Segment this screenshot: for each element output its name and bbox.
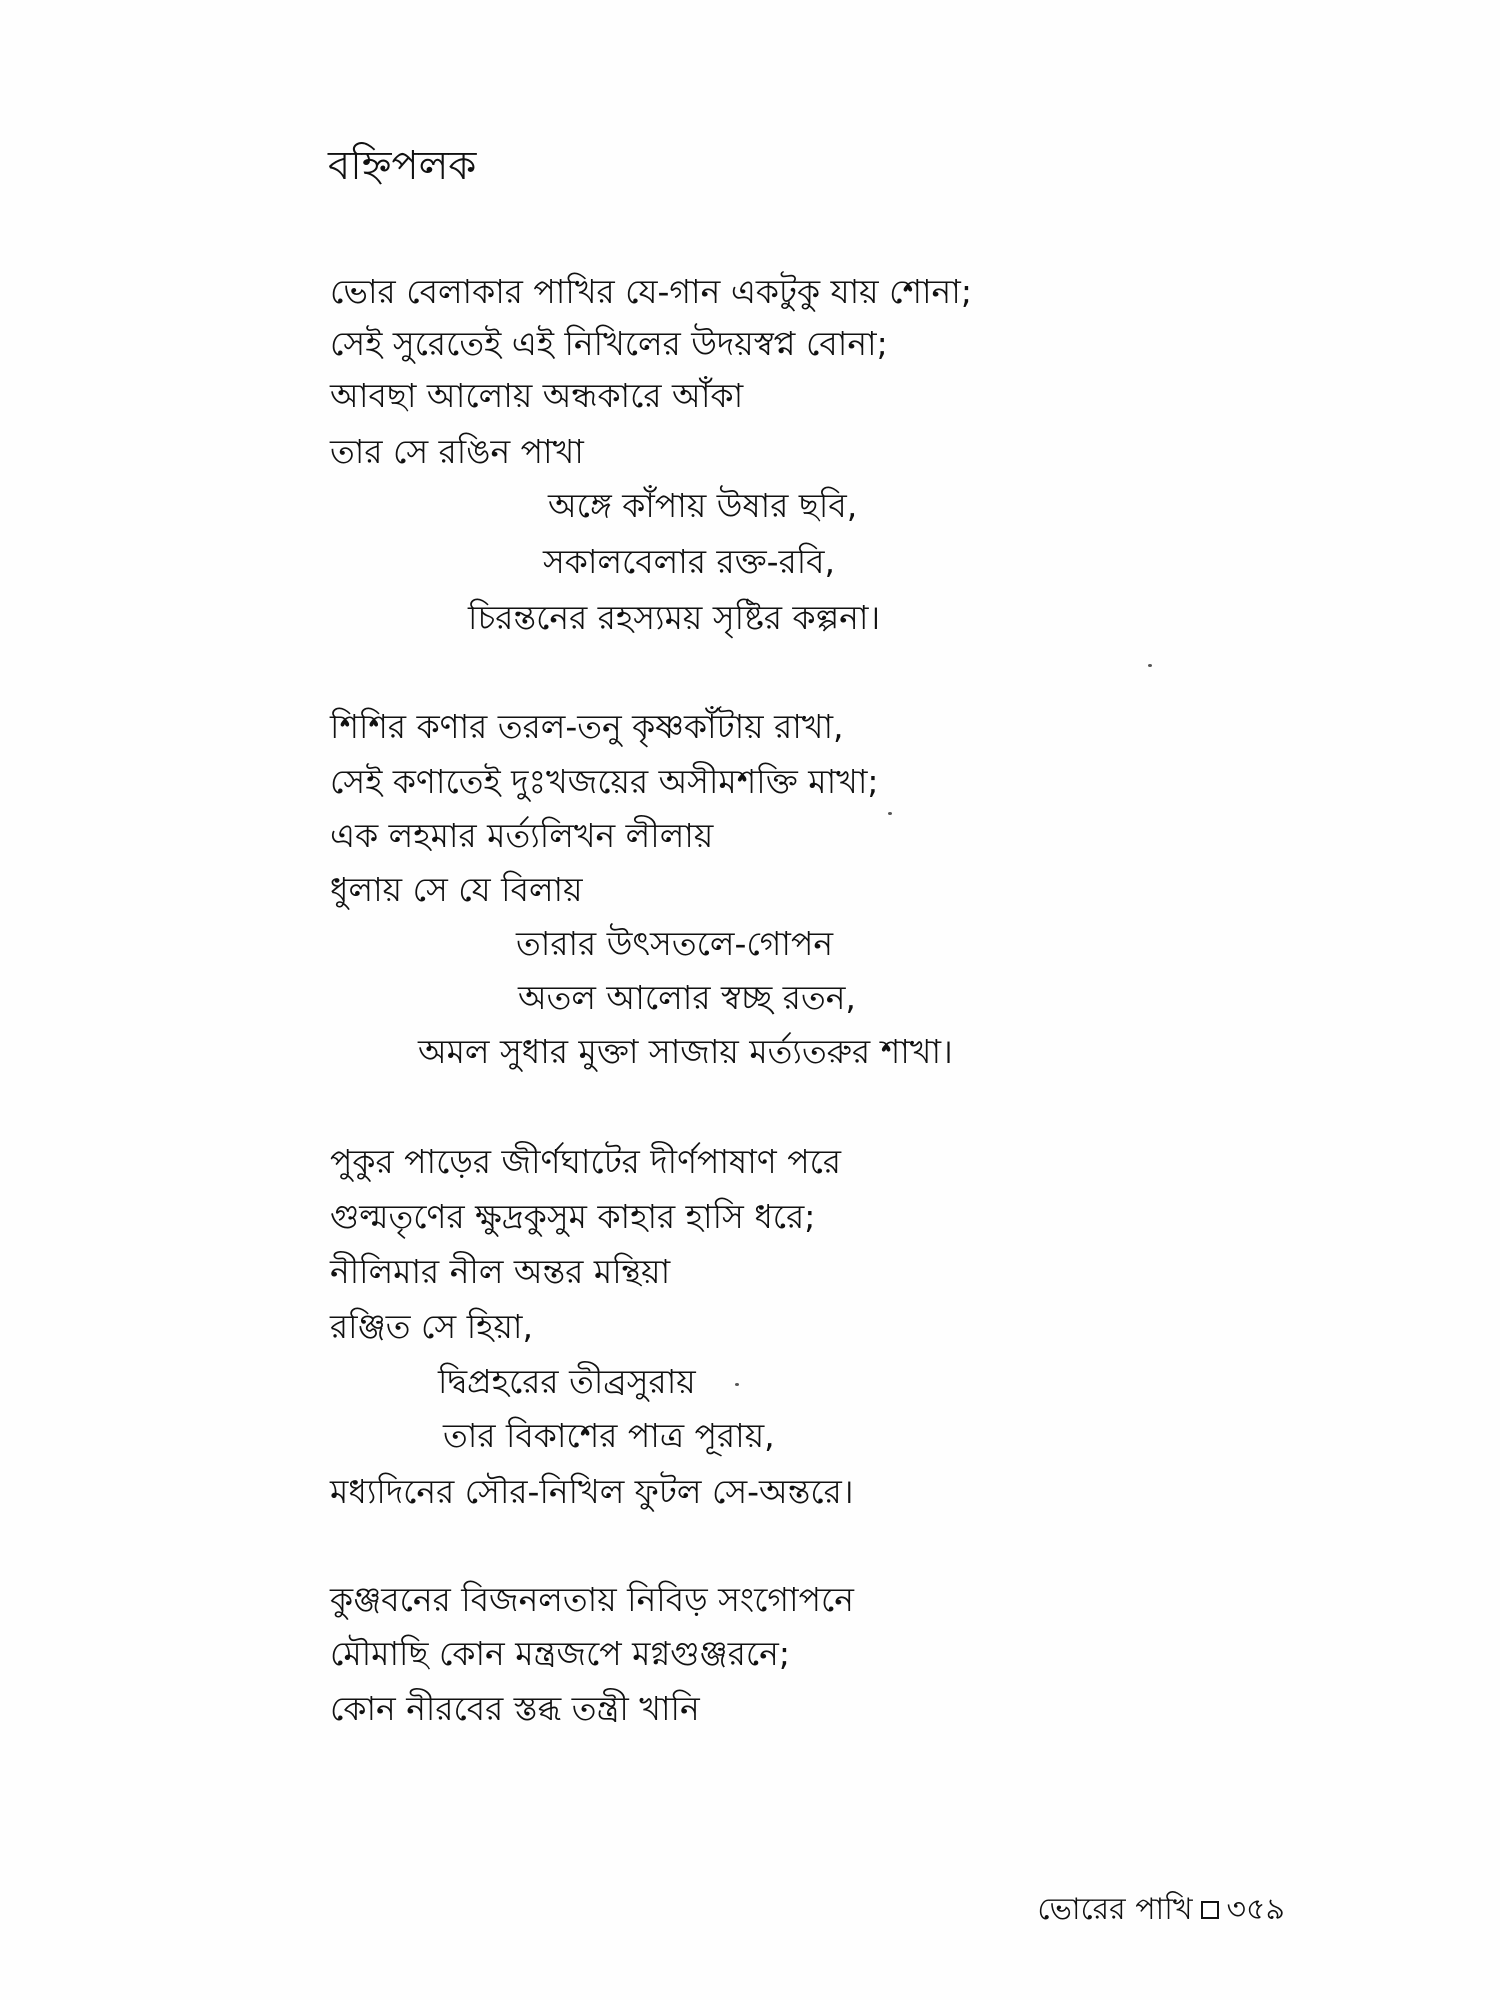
running-book-title: ভোরের পাখি — [1037, 1892, 1193, 1927]
poem-line: সকালবেলার রক্ত-রবি, — [543, 542, 836, 581]
poem-line: তারার উৎসতলে-গোপন — [516, 924, 834, 963]
poem-line: সেই কণাতেই দুঃখজয়ের অসীমশক্তি মাখা; — [330, 762, 879, 801]
poem-line: মধ্যদিনের সৌর-নিখিল ফুটল সে-অন্তরে। — [330, 1472, 854, 1511]
poem-line: ধুলায় সে যে বিলায় — [330, 870, 583, 909]
poem-line: মৌমাছি কোন মন্ত্রজপে মগ্নগুঞ্জরনে; — [330, 1634, 790, 1673]
poem-title: বহ্নিপলক — [328, 143, 477, 189]
scan-speck — [735, 1383, 739, 1386]
poem-line: শিশির কণার তরল-তনু কৃষ্ণকাঁটায় রাখা, — [330, 707, 844, 746]
poem-line: তার সে রঙিন পাখা — [330, 432, 584, 471]
poem-line: ভোর বেলাকার পাখির যে-গান একটুকু যায় শোনা; — [330, 272, 972, 311]
page-footer — [1037, 1890, 1285, 1930]
square-bullet-icon — [1201, 1901, 1219, 1919]
poem-line: কুঞ্জবনের বিজনলতায় নিবিড় সংগোপনে — [330, 1580, 854, 1619]
poem-line: দ্বিপ্রহরের তীব্রসুরায় — [438, 1362, 696, 1401]
poem-line: কোন নীরবের স্তব্ধ তন্ত্রী খানি — [330, 1689, 700, 1728]
poem-line: অঙ্গে কাঁপায় উষার ছবি, — [548, 486, 858, 525]
poem-line: গুল্মতৃণের ক্ষুদ্রকুসুম কাহার হাসি ধরে; — [330, 1197, 816, 1236]
scan-speck — [888, 812, 892, 815]
poem-line: অমল সুধার মুক্তা সাজায় মর্ত্যতরুর শাখা। — [418, 1032, 953, 1071]
page-number: ৩৫৯ — [1226, 1892, 1285, 1927]
poem-line: পুকুর পাড়ের জীর্ণঘাটের দীর্ণপাষাণ পরে — [330, 1142, 842, 1181]
poem-line: অতল আলোর স্বচ্ছ রতন, — [518, 978, 856, 1017]
poem-line: রঞ্জিত সে হিয়া, — [330, 1307, 533, 1346]
poem-line: তার বিকাশের পাত্র পূরায়, — [443, 1416, 775, 1455]
poem-line: এক লহমার মর্ত্যলিখন লীলায় — [330, 816, 714, 855]
scan-speck — [1148, 664, 1152, 667]
poem-line: নীলিমার নীল অন্তর মন্থিয়া — [330, 1252, 671, 1291]
poem-line: চিরন্তনের রহস্যময় সৃষ্টির কল্পনা। — [468, 598, 881, 637]
poem-line: সেই সুরেতেই এই নিখিলের উদয়স্বপ্ন বোনা; — [330, 324, 888, 363]
poem-line: আবছা আলোয় অন্ধকারে আঁকা — [330, 376, 744, 415]
